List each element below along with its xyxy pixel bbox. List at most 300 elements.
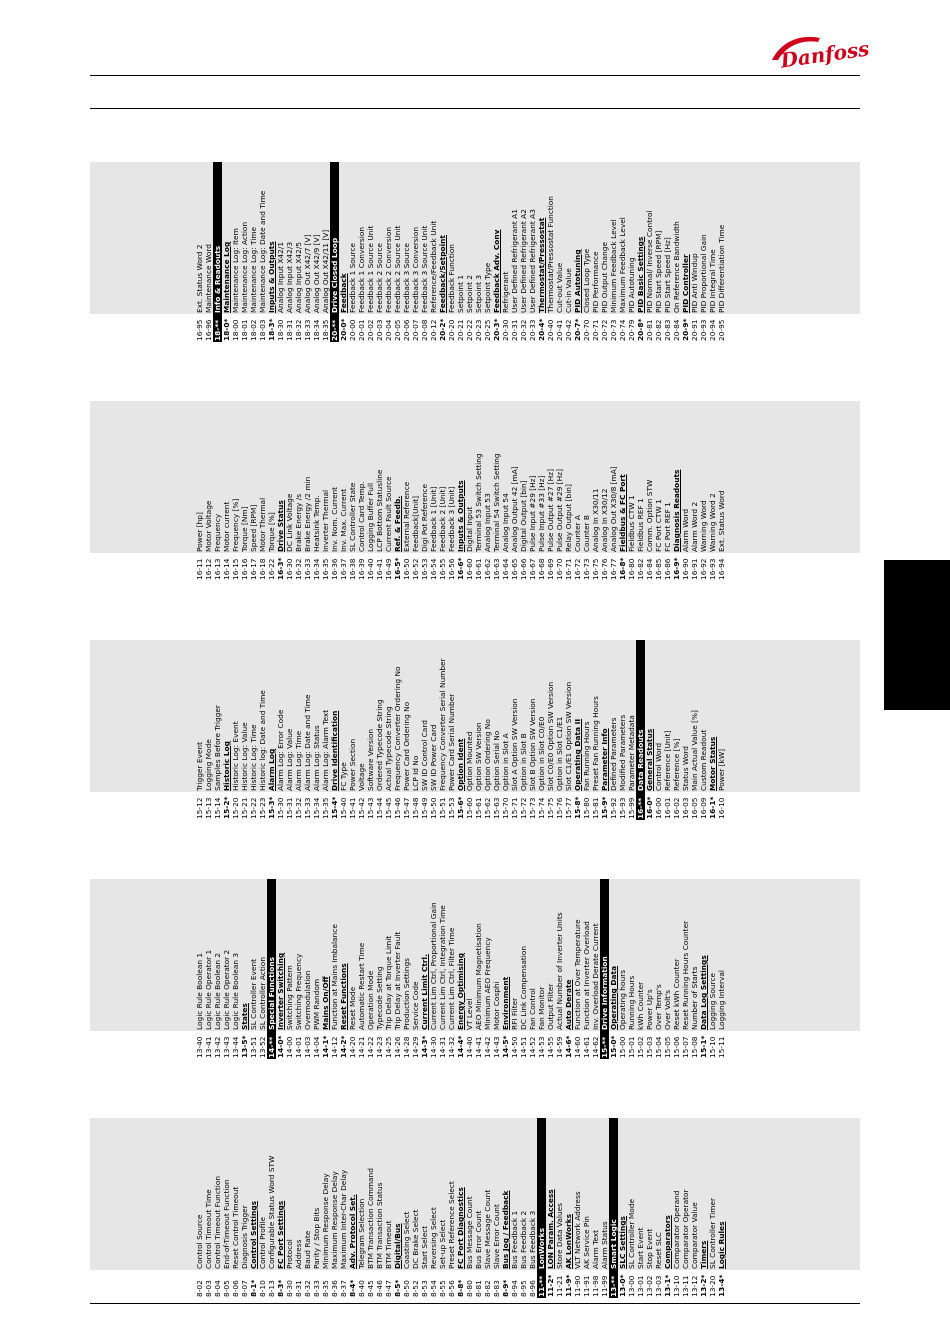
parameter-name: Special Functions (267, 956, 276, 1030)
parameter-number: 16-68 (537, 558, 546, 580)
parameter-row (447, 1118, 456, 1298)
parameter-name: Feedback Adv. Conv (492, 229, 501, 313)
parameter-row (330, 1118, 339, 1298)
parameter-number: 15-13 (204, 797, 213, 819)
parameter-row (402, 1118, 411, 1298)
parameter-name: Analog Out X42/7 [V] (303, 234, 312, 313)
parameter-row (636, 879, 645, 1059)
parameter-name: RFI Filter (510, 997, 519, 1030)
parameter-number: 14-2* (339, 1035, 348, 1058)
parameter-name: Inverter Switching (276, 952, 285, 1030)
parameter-row (249, 401, 258, 581)
parameter-row (609, 162, 618, 342)
parameter-row (303, 640, 312, 820)
parameter-name: PID Proportional Gain (699, 234, 708, 313)
parameter-subgroup (573, 162, 582, 342)
parameter-name: Pulse Output #29 [Hz] (555, 469, 564, 552)
parameter-name: Switching Pattern (285, 965, 294, 1030)
parameter-number: 8-81 (474, 1280, 483, 1297)
parameter-number: 16-22 (267, 558, 276, 580)
parameter-number: 8-36 (330, 1280, 339, 1297)
parameter-row (654, 162, 663, 342)
header-rule (90, 75, 860, 76)
parameter-number: 13-44 (231, 1036, 240, 1058)
parameter-number: 15-00 (618, 1036, 627, 1058)
parameter-name: Feedback 1 Source (348, 243, 357, 313)
parameter-name: Start Event (636, 1227, 645, 1269)
parameter-row (474, 1118, 483, 1298)
parameter-number: 15-46 (393, 797, 402, 819)
parameter-name: Drive Identification (330, 710, 339, 791)
parameter-name: Bus Feedback 2 (519, 1210, 528, 1269)
parameter-number: 20-00 (348, 319, 357, 341)
parameter-number: 16-53 (420, 558, 429, 580)
parameter-number: 16-41 (375, 558, 384, 580)
parameter-number: 8-07 (240, 1280, 249, 1297)
parameter-number: 15-6* (456, 796, 465, 819)
parameter-row (654, 640, 663, 820)
parameter-number: 15-75 (546, 797, 555, 819)
parameter-name: Brake Energy /s (294, 493, 303, 552)
parameter-row (510, 879, 519, 1059)
parameter-number: 13-** (609, 1275, 618, 1297)
parameter-name: Feedback 1 Conversion (357, 226, 366, 313)
parameter-number: 8-52 (411, 1280, 420, 1297)
parameter-number: 14-1* (321, 1035, 330, 1058)
parameter-name: Operating Data II (573, 718, 582, 791)
parameter-number: 20-4* (537, 318, 546, 341)
parameter-row (240, 1118, 249, 1298)
parameter-row (285, 401, 294, 581)
parameter-name: Cut-out Value (555, 262, 564, 313)
parameter-name: Digital Output [bin] (519, 480, 528, 552)
parameter-name: Reset Functions (339, 963, 348, 1030)
parameter-name: Minimum Response Delay (321, 1173, 330, 1269)
parameter-number: 8-94 (510, 1280, 519, 1297)
parameter-name: PID Output Change (600, 242, 609, 313)
parameter-number: 15-77 (564, 797, 573, 819)
parameter-number: 20-40 (546, 319, 555, 341)
parameter-number: 8-10 (258, 1280, 267, 1297)
parameter-row (330, 879, 339, 1059)
parameter-number: 20-30 (501, 319, 510, 341)
parameter-row (690, 401, 699, 581)
parameter-name: Comm. Option STW (645, 479, 654, 552)
parameter-number: 15-04 (654, 1036, 663, 1058)
parameter-name: Option Ordering No (483, 719, 492, 791)
parameter-name: Analog Out X42/9 [V] (312, 234, 321, 313)
parameter-row (393, 879, 402, 1059)
parameter-number: 20-3* (492, 318, 501, 341)
parameter-row (690, 640, 699, 820)
parameter-name: User Defined Refrigerant A1 (510, 209, 519, 313)
parameter-number: 16-5* (393, 557, 402, 580)
parameter-number: 14-04 (312, 1036, 321, 1058)
parameter-number: 15-1* (699, 1035, 708, 1058)
parameter-name: Trip Delay at Inverter Fault (393, 931, 402, 1030)
parameter-name: PID Start Speed [Hz] (663, 237, 672, 313)
parameter-name: Reset SLC (654, 1232, 663, 1269)
parameter-name: Maintenance Log (222, 241, 231, 313)
parameter-number: 14-20 (348, 1036, 357, 1058)
parameter-row (249, 162, 258, 342)
parameter-name: Historic Log: Event (231, 721, 240, 791)
parameter-name: Diagnosis Readouts (672, 469, 681, 552)
parameter-name: Alarm Log: Alarm Text (321, 709, 330, 791)
parameter-name: Counter A (573, 515, 582, 552)
parameter-number: 13-43 (222, 1036, 231, 1058)
parameter-row (528, 1118, 537, 1298)
parameter-row (357, 162, 366, 342)
parameter-number: 16-** (636, 797, 645, 819)
parameter-subgroup (222, 640, 231, 820)
parameter-number: 15-74 (537, 797, 546, 819)
parameter-number: 8-31 (294, 1280, 303, 1297)
parameter-number: 16-61 (474, 558, 483, 580)
parameter-number: 16-54 (429, 558, 438, 580)
parameter-row (204, 401, 213, 581)
parameter-number: 8-96 (528, 1280, 537, 1297)
parameter-number: 15-03 (645, 1036, 654, 1058)
parameter-row (384, 162, 393, 342)
parameter-name: Feedback 2 Source Unit (393, 225, 402, 313)
parameter-name: Preset Reference Select (447, 1181, 456, 1269)
parameter-column (90, 162, 860, 342)
parameter-row (420, 401, 429, 581)
parameter-row (591, 640, 600, 820)
parameter-number: 20-33 (528, 319, 537, 341)
parameter-name: FC Type (339, 762, 348, 791)
parameter-name: Option Serial No (492, 730, 501, 791)
parameter-number: 14-52 (528, 1036, 537, 1058)
parameter-number: 16-90 (681, 558, 690, 580)
parameter-subgroup (537, 162, 546, 342)
parameter-number: 15-76 (555, 797, 564, 819)
parameter-row (240, 640, 249, 820)
parameter-name: Environment (501, 976, 510, 1030)
parameter-name: Alarm Log: Date and Time (303, 694, 312, 791)
parameter-row (528, 640, 537, 820)
parameter-number: 16-82 (636, 558, 645, 580)
parameter-number: 15-42 (357, 797, 366, 819)
parameter-row (627, 162, 636, 342)
parameter-number: 16-36 (330, 558, 339, 580)
parameter-name: Inputs & Outputs (456, 480, 465, 552)
parameter-number: 15-99 (627, 797, 636, 819)
parameter-name: SLC Settings (618, 1216, 627, 1269)
parameter-column (90, 401, 860, 581)
parameter-row (366, 879, 375, 1059)
parameter-number: 8-55 (438, 1280, 447, 1297)
parameter-name: Analog In X30/12 (600, 488, 609, 552)
danfoss-logo (768, 30, 871, 73)
parameter-row (555, 640, 564, 820)
parameter-row (384, 879, 393, 1059)
parameter-name: Custom Readout (699, 729, 708, 791)
parameter-row (357, 1118, 366, 1298)
parameter-number: 16-10 (717, 797, 726, 819)
parameter-number: 20-8* (636, 318, 645, 341)
parameter-number: 16-16 (240, 558, 249, 580)
parameter-name: Fan Running Hours (582, 721, 591, 791)
parameter-row (573, 879, 582, 1059)
parameter-subgroup (438, 162, 447, 342)
parameter-number: 20-7* (573, 318, 582, 341)
parameter-name: Bus Feedback 1 (510, 1210, 519, 1269)
parameter-row (240, 401, 249, 581)
parameter-name: Coasting Select (402, 1211, 411, 1269)
parameter-number: 16-64 (501, 558, 510, 580)
parameter-row (294, 879, 303, 1059)
parameter-number: 16-66 (519, 558, 528, 580)
parameter-name: States (240, 1003, 249, 1030)
parameter-name: User Defined Refrigerant A3 (528, 209, 537, 313)
parameter-number: 16-02 (672, 797, 681, 819)
parameter-number: 18-34 (312, 319, 321, 341)
svg-text:Danfoss: Danfoss (778, 36, 871, 73)
parameter-number: 20-2* (438, 318, 447, 341)
parameter-number: 20-04 (384, 319, 393, 341)
parameter-name: Alarm Word 2 (690, 501, 699, 552)
parameter-name: Maximum Inter-Char Delay (339, 1169, 348, 1269)
parameter-name: Actual Typecode String (384, 706, 393, 791)
parameter-row (411, 640, 420, 820)
parameter-row (519, 879, 528, 1059)
parameter-row (555, 1118, 564, 1298)
parameter-number: 16-94 (717, 558, 726, 580)
parameter-name: Data Log Settings (699, 955, 708, 1030)
parameter-row (618, 640, 627, 820)
parameter-row (447, 162, 456, 342)
parameter-row (276, 640, 285, 820)
parameter-subgroup (393, 401, 402, 581)
parameter-row (537, 879, 546, 1059)
parameter-subgroup (456, 401, 465, 581)
parameter-number: 15-34 (312, 797, 321, 819)
parameter-name: Ref. & Feedb. (393, 495, 402, 552)
parameter-number: 15-31 (285, 797, 294, 819)
parameter-name: Preset Fan Running Hours (591, 696, 600, 791)
parameter-number: 15-08 (690, 1036, 699, 1058)
parameter-number: 20-20 (447, 319, 456, 341)
parameter-number: 15-62 (483, 797, 492, 819)
parameter-number: 16-33 (303, 558, 312, 580)
parameter-name: Alarm Word (681, 508, 690, 552)
parameter-name: Operating hours (618, 969, 627, 1030)
parameter-number: 18-32 (294, 319, 303, 341)
parameter-name: Ext. Status Word 2 (195, 244, 204, 313)
parameter-number: 11-21 (555, 1275, 564, 1297)
parameter-name: Number of Starts (690, 966, 699, 1030)
parameter-name: Logic Rule Boolean 3 (231, 952, 240, 1030)
parameter-number: 8-50 (402, 1280, 411, 1297)
parameter-row (267, 1118, 276, 1298)
parameter-name: Setpoint 3 (474, 274, 483, 313)
parameter-row (402, 879, 411, 1059)
parameter-row (591, 1118, 600, 1298)
parameter-row (402, 401, 411, 581)
parameter-number: 20-21 (456, 319, 465, 341)
parameter-name: Feedback 3 Conversion (411, 226, 420, 313)
parameter-number: 15-2* (222, 796, 231, 819)
parameter-name: Terminal 53 Switch Setting (474, 453, 483, 552)
parameter-row (519, 162, 528, 342)
parameter-number: 16-55 (438, 558, 447, 580)
parameter-row (717, 640, 726, 820)
parameter-name: Inputs & Outputs (267, 241, 276, 313)
parameter-number: 14-3* (420, 1035, 429, 1058)
parameter-row (411, 879, 420, 1059)
parameter-number: 14-01 (294, 1036, 303, 1058)
parameter-name: Logging Interval (717, 970, 726, 1030)
parameter-number: 16-60 (465, 558, 474, 580)
parameter-number: 8-8* (456, 1279, 465, 1297)
parameter-number: 16-40 (366, 558, 375, 580)
parameter-number: 18-0* (222, 318, 231, 341)
parameter-row (312, 401, 321, 581)
parameter-name: Frequency [%] (231, 498, 240, 552)
parameter-subgroup (699, 879, 708, 1059)
parameter-number: 13-41 (204, 1036, 213, 1058)
parameter-row (672, 162, 681, 342)
parameter-name: FC Port Settings (276, 1200, 285, 1269)
parameter-name: Main Actual Value [%] (690, 710, 699, 791)
parameter-name: Counter B (582, 515, 591, 552)
parameter-number: 16-8* (618, 557, 627, 580)
parameter-subgroup (267, 162, 276, 342)
parameter-row (339, 1118, 348, 1298)
parameter-number: 15-20 (231, 797, 240, 819)
parameter-number: 14-30 (429, 1036, 438, 1058)
parameter-number: 20-93 (699, 319, 708, 341)
parameter-row (312, 879, 321, 1059)
parameter-number: 20-81 (645, 319, 654, 341)
parameter-number: 11-99 (600, 1275, 609, 1297)
parameter-number: 15-14 (213, 797, 222, 819)
parameter-name: PID Controller (681, 254, 690, 313)
parameter-row (384, 1118, 393, 1298)
parameter-name: Historic Log (222, 741, 231, 791)
parameter-number: 13-01 (636, 1275, 645, 1297)
parameter-number: 18-03 (258, 319, 267, 341)
parameter-number: 8-05 (222, 1280, 231, 1297)
parameter-name: Analog Input X42/3 (285, 241, 294, 313)
parameter-number: 15-40 (339, 797, 348, 819)
parameter-row (681, 879, 690, 1059)
parameter-subgroup (600, 640, 609, 820)
parameter-name: Comparator Operand (672, 1190, 681, 1269)
parameter-number: 20-70 (582, 319, 591, 341)
parameter-name: Maximum Response Delay (330, 1171, 339, 1269)
parameter-name: Inv. Max. Current (339, 488, 348, 552)
parameter-number: 18-31 (285, 319, 294, 341)
parameter-name: Start Select (420, 1225, 429, 1269)
parameter-name: Reset kWh Counter (672, 958, 681, 1030)
parameter-row (555, 401, 564, 581)
parameter-name: Trigger Event (195, 741, 204, 791)
parameter-number: 8-83 (492, 1280, 501, 1297)
parameter-row (636, 401, 645, 581)
parameter-row (474, 640, 483, 820)
parameter-number: 16-09 (699, 797, 708, 819)
parameter-name: Current Lim Ctrl, Integration Time (438, 905, 447, 1030)
parameter-name: Minimum Feedback Level (609, 219, 618, 313)
parameter-name: End-of-Timeout Function (222, 1179, 231, 1269)
parameter-name: Parameter Metadata (627, 715, 636, 791)
parameter-number: 16-93 (708, 558, 717, 580)
parameter-column (90, 640, 860, 820)
parameter-row (519, 401, 528, 581)
parameter-name: PID Anti Windup (690, 253, 699, 313)
parameter-number: 16-76 (600, 558, 609, 580)
parameter-row (393, 640, 402, 820)
parameter-name: Power Up's (645, 989, 654, 1030)
parameter-number: 13-1* (663, 1274, 672, 1297)
parameter-number: 20-72 (600, 319, 609, 341)
parameter-name: LonWorks (537, 1228, 546, 1269)
parameter-row (258, 1118, 267, 1298)
parameter-number: 20-07 (411, 319, 420, 341)
parameter-row (681, 1118, 690, 1298)
parameter-row (258, 879, 267, 1059)
parameter-number: 16-62 (483, 558, 492, 580)
parameter-row (699, 162, 708, 342)
parameter-name: Control Timeout Time (204, 1189, 213, 1269)
parameter-number: 16-56 (447, 558, 456, 580)
parameter-row (510, 1118, 519, 1298)
parameter-row (429, 1118, 438, 1298)
parameter-name: Feedback 1 Source Unit (366, 225, 375, 313)
parameter-number: 15-44 (375, 797, 384, 819)
parameter-name: Maximum Feedback Level (618, 217, 627, 313)
parameter-name: Frequency Converter Ordering No (393, 666, 402, 791)
parameter-row (474, 401, 483, 581)
parameter-number: 16-86 (663, 558, 672, 580)
parameter-row (195, 1118, 204, 1298)
parameter-row (645, 401, 654, 581)
parameter-name: Pulse Output #27 [Hz] (546, 469, 555, 552)
parameter-number: 16-17 (249, 558, 258, 580)
parameter-name: Feedback (339, 273, 348, 313)
parameter-row (357, 401, 366, 581)
parameter-subgroup (501, 1118, 510, 1298)
parameter-name: LCP Bottom Statusline (375, 469, 384, 552)
parameter-number: 16-38 (348, 558, 357, 580)
parameter-row (411, 401, 420, 581)
parameter-row (492, 879, 501, 1059)
parameter-number: 13-12 (690, 1275, 699, 1297)
parameter-row (654, 879, 663, 1059)
parameter-number: 8-06 (231, 1280, 240, 1297)
parameter-name: SW ID Power Card (429, 724, 438, 791)
parameter-number: 18-01 (240, 319, 249, 341)
parameter-name: Slot A Option SW Version (510, 698, 519, 791)
parameter-name: Running Hours (627, 975, 636, 1030)
parameter-number: 14-** (267, 1036, 276, 1058)
parameter-number: 16-00 (654, 797, 663, 819)
parameter-row (681, 640, 690, 820)
parameter-number: 18-00 (231, 319, 240, 341)
parameter-name: Feedback 2 Source (375, 243, 384, 313)
parameter-name: Analog Input X42/5 (294, 241, 303, 313)
parameter-number: 20-79 (627, 319, 636, 341)
parameter-row (492, 640, 501, 820)
parameter-row (213, 401, 222, 581)
parameter-number: 8-53 (420, 1280, 429, 1297)
parameter-name: Maintenance Word (204, 244, 213, 313)
parameter-name: Inv. Nom. Current (330, 486, 339, 552)
parameter-number: 13-03 (654, 1275, 663, 1297)
